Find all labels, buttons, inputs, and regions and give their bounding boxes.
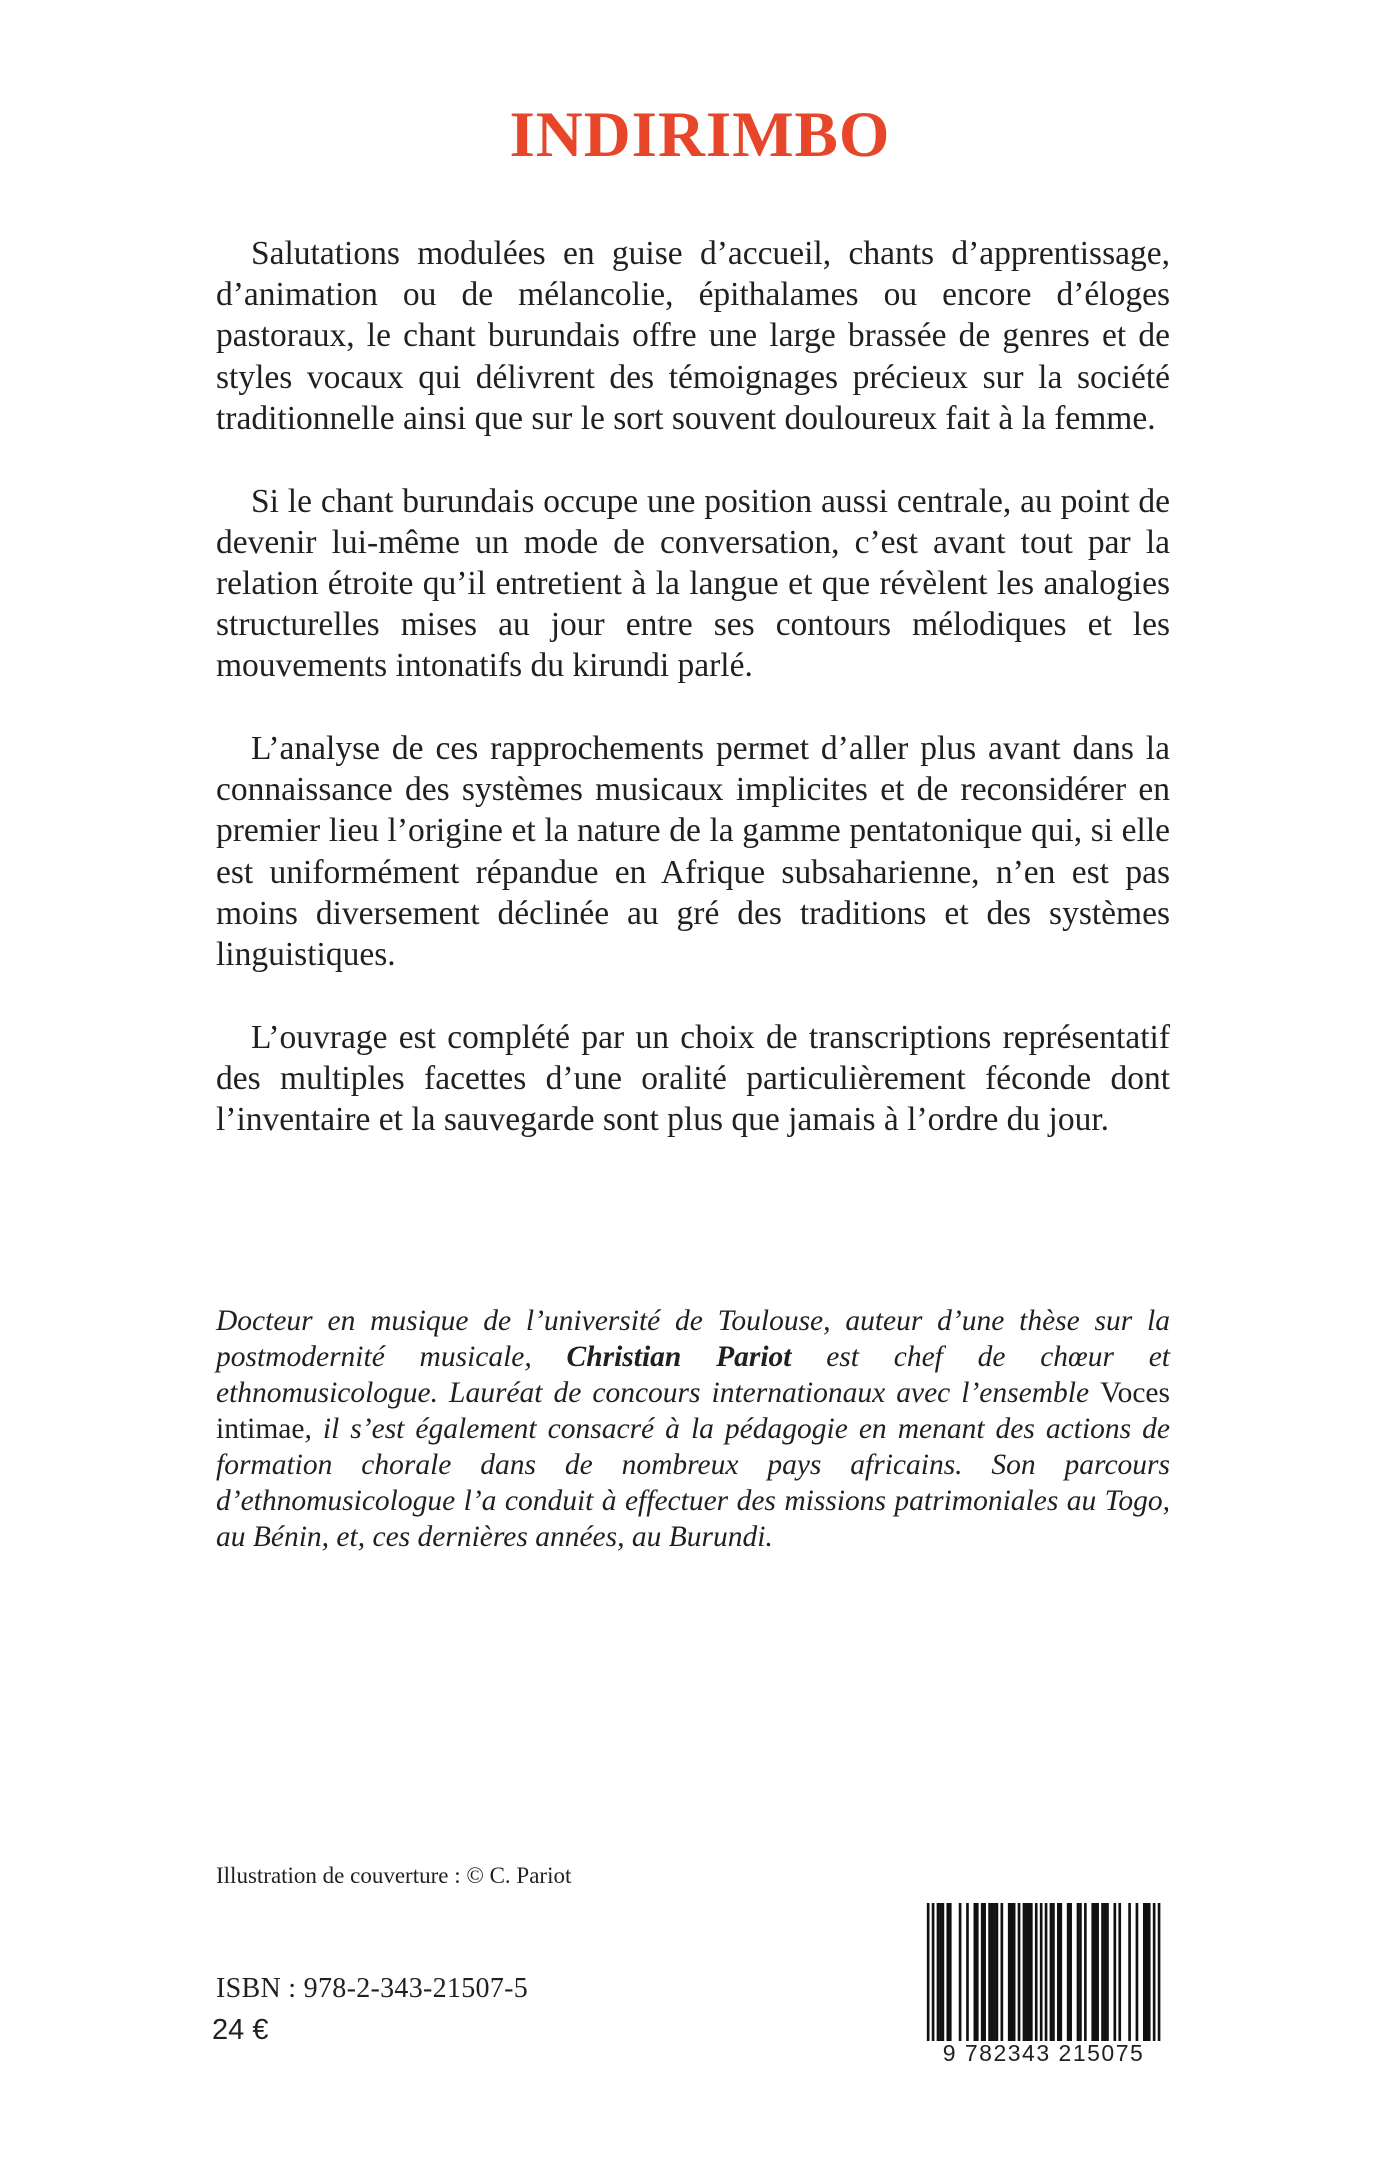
barcode-bar xyxy=(959,1903,962,2041)
barcode-number: 9 782343 215075 xyxy=(917,2041,1170,2065)
barcode-bar xyxy=(1028,1903,1031,2041)
barcode-bar xyxy=(1010,1903,1013,2041)
barcode-bar xyxy=(1069,1903,1072,2041)
barcode-bar xyxy=(1023,1903,1026,2041)
barcode-bar xyxy=(1013,1903,1016,2041)
barcode-bar xyxy=(996,1903,999,2041)
barcode-bar xyxy=(927,1903,930,2051)
barcode-bar xyxy=(1145,1903,1148,2041)
barcode-bar xyxy=(1118,1903,1121,2041)
barcode-bar xyxy=(939,1903,942,2041)
barcode-bar xyxy=(1059,1903,1062,2041)
bio-end: , il s’est également consacré à la pédagogie en menant des actions de formation chorale dans de nombreux pays africains. Son parcours d’ethnomusicologue l’a conduit à effectuer des missions patrimoniales au Togo, au Bénin, et, ces dernières années, au Burundi. xyxy=(216,1413,1170,1553)
barcode-bar xyxy=(1025,1903,1028,2041)
barcode xyxy=(917,1903,1170,2066)
barcode-bar xyxy=(1050,1903,1053,2041)
description-paragraph: L’analyse de ces rapprochements permet d’aller plus avant dans la connaissance des systèmes musicaux implicites et de reconsidérer en premier lieu l’origine et la nature de la gamme pentatonique qui, si elle est uniformément répandue en Afrique subsaharienne, n’en est pas moins diversement déclinée au gré des traditions et des systèmes linguistiques. xyxy=(216,730,1170,974)
barcode-bar xyxy=(976,1903,979,2041)
barcode-bar xyxy=(1001,1903,1004,2041)
barcode-bar xyxy=(1143,1903,1146,2041)
illustration-credit: Illustration de couverture : © C. Pariot xyxy=(216,1863,572,1888)
barcode-bar xyxy=(1096,1903,1099,2041)
bio-middle: est chef de chœur et ethnomusicologue. Lauréat de concours internationaux avec l’ensemble xyxy=(216,1341,1170,1409)
barcode-bar xyxy=(1040,1903,1043,2051)
description-paragraph: Si le chant burundais occupe une position aussi centrale, au point de devenir lui-même un mode de conversation, c’est avant tout par la relation étroite qu’il entretient à la langue et que révèlent les analogies structurelles mises au jour entre ses contours mélodiques et les mouvements intonatifs du kirundi parlé. xyxy=(216,482,1170,685)
author-bio xyxy=(216,1303,1170,1555)
barcode-bar xyxy=(974,1903,977,2041)
barcode-bar xyxy=(1035,1903,1038,2041)
barcode-bar xyxy=(1104,1903,1107,2041)
barcode-bar xyxy=(946,1903,949,2041)
barcode-bars xyxy=(917,1903,1170,2051)
barcode-bar xyxy=(1128,1903,1131,2041)
barcode-bar xyxy=(1018,1903,1021,2041)
barcode-bar xyxy=(1091,1903,1094,2041)
barcode-bar xyxy=(988,1903,991,2041)
barcode-bar xyxy=(1153,1903,1156,2051)
bio-intro: Docteur en musique de l’université de Toulouse, auteur d’une thèse sur la postmodernité musicale, xyxy=(216,1305,1170,1373)
barcode-bar xyxy=(1106,1903,1109,2041)
barcode-bar xyxy=(1101,1903,1104,2041)
description-paragraph: Salutations modulées en guise d’accueil, chants d’apprentissage, d’animation ou de mélancolie, épithalames ou encore d’éloges pastoraux, le chant burundais offre une large brassée de genres et de styles vocaux qui délivrent des témoignages précieux sur la société traditionnelle ainsi que sur le sort souvent douloureux fait à la femme. xyxy=(216,235,1170,437)
barcode-bar xyxy=(1045,1903,1048,2051)
barcode-bar xyxy=(937,1903,940,2041)
barcode-bar xyxy=(942,1903,945,2041)
description-paragraph: L’ouvrage est complété par un choix de transcriptions représentatif des multiples facettes d’une oralité particulièrement féconde dont l’inventaire et la sauvegarde sont plus que jamais à l’ordre du jour. xyxy=(216,1018,1170,1139)
barcode-bar xyxy=(932,1903,935,2051)
price: 24 € xyxy=(212,2014,269,2046)
barcode-bar xyxy=(1158,1903,1161,2051)
barcode-bar xyxy=(1067,1903,1070,2041)
barcode-bar xyxy=(1114,1903,1117,2041)
barcode-bar xyxy=(1057,1903,1060,2041)
barcode-bar xyxy=(983,1903,986,2041)
isbn: ISBN : 978-2-343-21507-5 xyxy=(216,1973,529,2004)
ensemble-name: Voces intimae xyxy=(216,1377,1170,1445)
barcode-bar xyxy=(981,1903,984,2041)
barcode-bar xyxy=(1148,1903,1151,2041)
description xyxy=(216,233,1170,1182)
author-name: Christian Pariot xyxy=(566,1341,792,1373)
barcode-bar xyxy=(1084,1903,1087,2041)
barcode-bar xyxy=(949,1903,952,2041)
barcode-bar xyxy=(1052,1903,1055,2041)
book-title: INDIRIMBO xyxy=(509,99,891,171)
barcode-bar xyxy=(993,1903,996,2041)
barcode-bar xyxy=(1008,1903,1011,2041)
barcode-bar xyxy=(1030,1903,1033,2041)
barcode-bar xyxy=(1079,1903,1082,2041)
barcode-bar xyxy=(1136,1903,1139,2041)
barcode-bar xyxy=(966,1903,969,2041)
barcode-bar xyxy=(1077,1903,1080,2041)
barcode-bar xyxy=(991,1903,994,2041)
barcode-bar xyxy=(1094,1903,1097,2041)
